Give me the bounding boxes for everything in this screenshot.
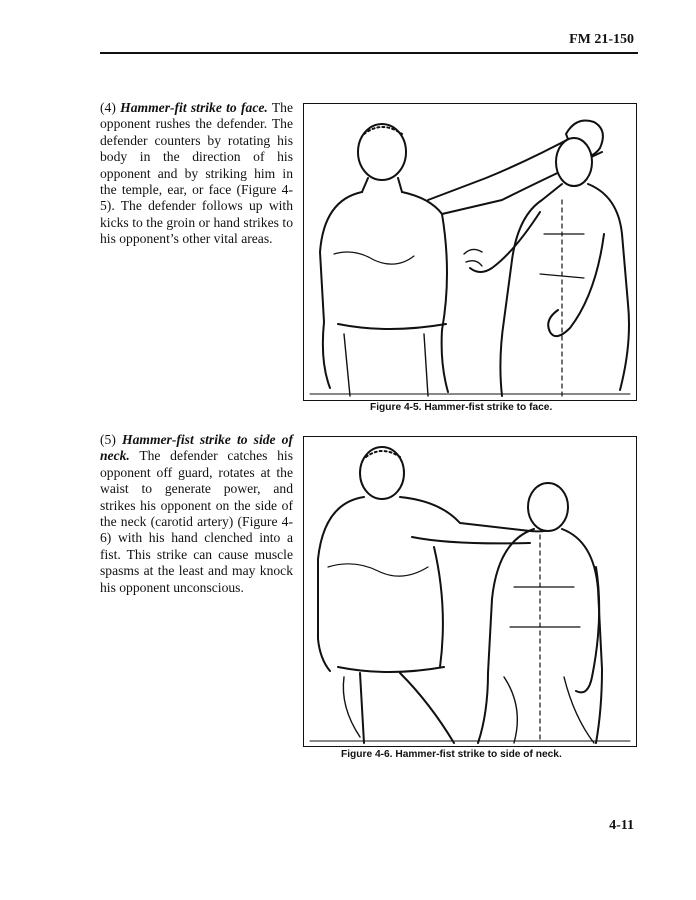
section-title: Hammer-fit strike to face. (120, 100, 268, 115)
figure-4-6-illustration (303, 436, 637, 747)
manual-code: FM 21-150 (569, 32, 634, 47)
section-hammer-fist-face (100, 100, 293, 248)
section-number: (5) (100, 432, 116, 447)
section-body: The opponent rushes the defender. The defender counters by rotating his body in the direction of his opponent and by striking him in the temple, ear, or face (Figure 4-5). The defender follows up with kicks to the groin or hand strikes to his opponent’s other vital areas. (100, 100, 293, 247)
section-title: Hammer-fist strike to side of neck. (100, 432, 294, 464)
header-rule (100, 52, 638, 54)
figure-4-5-caption: Figure 4-5. Hammer-fist strike to face. (370, 402, 553, 413)
section-body: The defender catches his opponent off guard, rotates at the waist to generate power, and strikes his opponent on the side of the neck (carotid artery) (Figure 4-6) with his hand clenched into a fist. This strike can cause muscle spasms at the least and may knock his opponent unconscious. (100, 448, 293, 595)
page-number: 4-11 (609, 818, 634, 833)
hammer-fist-neck-drawing (304, 437, 636, 746)
hammer-fist-face-drawing (304, 104, 636, 400)
section-hammer-fist-neck (100, 432, 293, 596)
figure-4-6-caption: Figure 4-6. Hammer-fist strike to side of neck. (341, 749, 562, 760)
figure-4-5-illustration (303, 103, 637, 401)
section-number: (4) (100, 100, 116, 115)
